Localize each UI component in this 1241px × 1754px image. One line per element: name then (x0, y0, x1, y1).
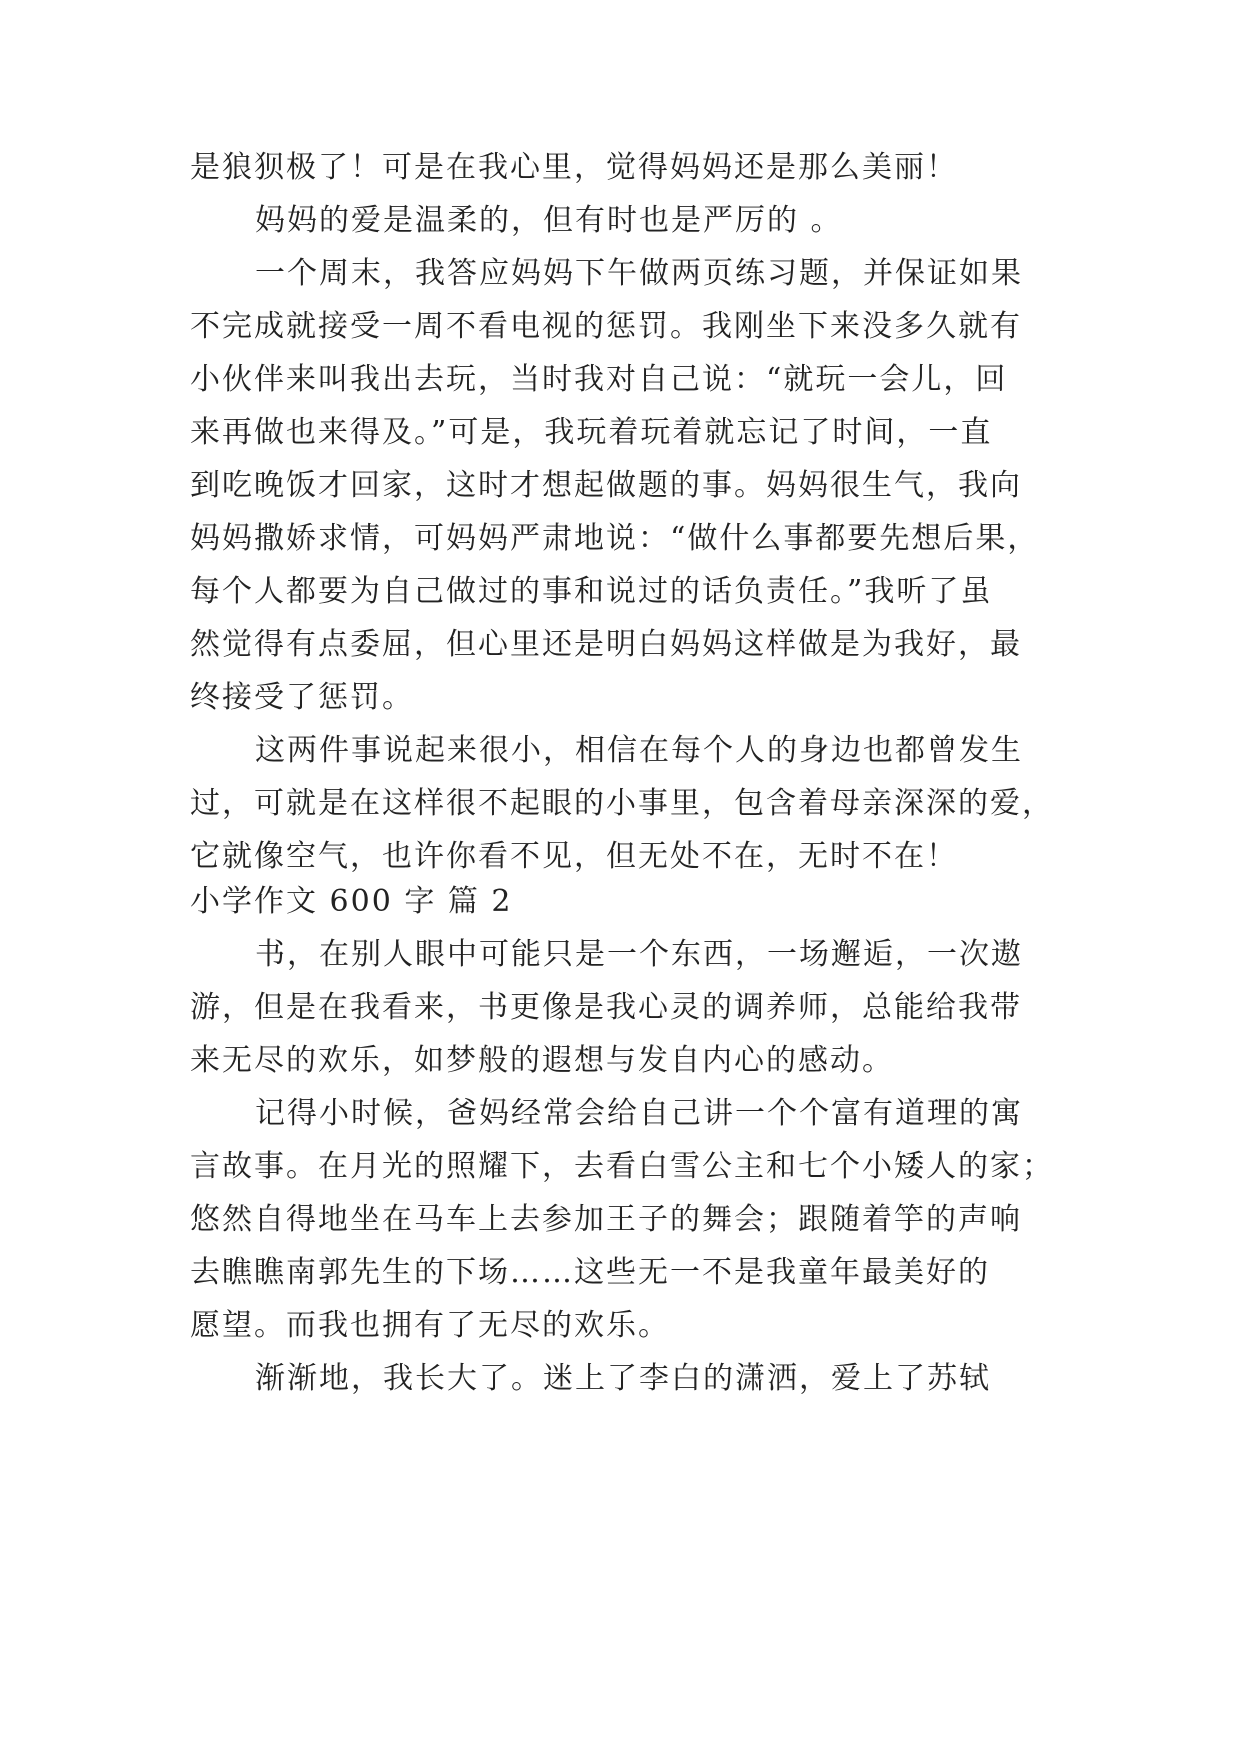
text-line: 言故事。在月光的照耀下，去看白雪公主和七个小矮人的家； (190, 1149, 1054, 1184)
text-line: 来再做也来得及。”可是，我玩着玩着就忘记了时间，一直 (190, 415, 993, 450)
text-line: 每个人都要为自己做过的事和说过的话负责任。”我听了虽 (190, 574, 993, 609)
text-line: 妈妈撒娇求情，可妈妈严肃地说：“做什么事都要先想后果， (190, 521, 1040, 556)
text-line: 然觉得有点委屈，但心里还是明白妈妈这样做是为我好，最 (190, 627, 1022, 662)
text-line: 小伙伴来叫我出去玩，当时我对自己说：“就玩一会儿，回 (190, 362, 1008, 397)
text-line: 是狼狈极了！可是在我心里，觉得妈妈还是那么美丽！ (190, 150, 958, 185)
text-line: 不完成就接受一周不看电视的惩罚。我刚坐下来没多久就有 (190, 309, 1022, 344)
paragraph-first-line: 一个周末，我答应妈妈下午做两页练习题，并保证如果 (255, 256, 1023, 291)
paragraph-first-line: 记得小时候，爸妈经常会给自己讲一个个富有道理的寓 (255, 1096, 1023, 1131)
paragraph-first-line: 书，在别人眼中可能只是一个东西，一场邂逅，一次遨 (255, 937, 1023, 972)
text-line: 到吃晚饭才回家，这时才想起做题的事。妈妈很生气，我向 (190, 468, 1022, 503)
text-line: 过，可就是在这样很不起眼的小事里，包含着母亲深深的爱， (190, 786, 1054, 821)
paragraph-first-line: 妈妈的爱是温柔的，但有时也是严厉的 。 (255, 203, 843, 238)
text-line: 来无尽的欢乐，如梦般的遐想与发自内心的感动。 (190, 1043, 894, 1078)
section-heading: 小学作文 600 字 篇 2 (190, 884, 513, 919)
text-line: 悠然自得地坐在马车上去参加王子的舞会；跟随着竽的声响 (190, 1202, 1022, 1237)
text-line: 去瞧瞧南郭先生的下场……这些无一不是我童年最美好的 (190, 1255, 990, 1290)
paragraph-first-line: 这两件事说起来很小，相信在每个人的身边也都曾发生 (255, 733, 1023, 768)
text-line: 终接受了惩罚。 (190, 680, 414, 715)
text-line: 游，但是在我看来，书更像是我心灵的调养师，总能给我带 (190, 990, 1022, 1025)
text-line: 愿望。而我也拥有了无尽的欢乐。 (190, 1308, 670, 1343)
paragraph-first-line: 渐渐地，我长大了。迷上了李白的潇洒，爱上了苏轼 (255, 1361, 991, 1396)
text-line: 它就像空气，也许你看不见，但无处不在，无时不在！ (190, 839, 958, 874)
